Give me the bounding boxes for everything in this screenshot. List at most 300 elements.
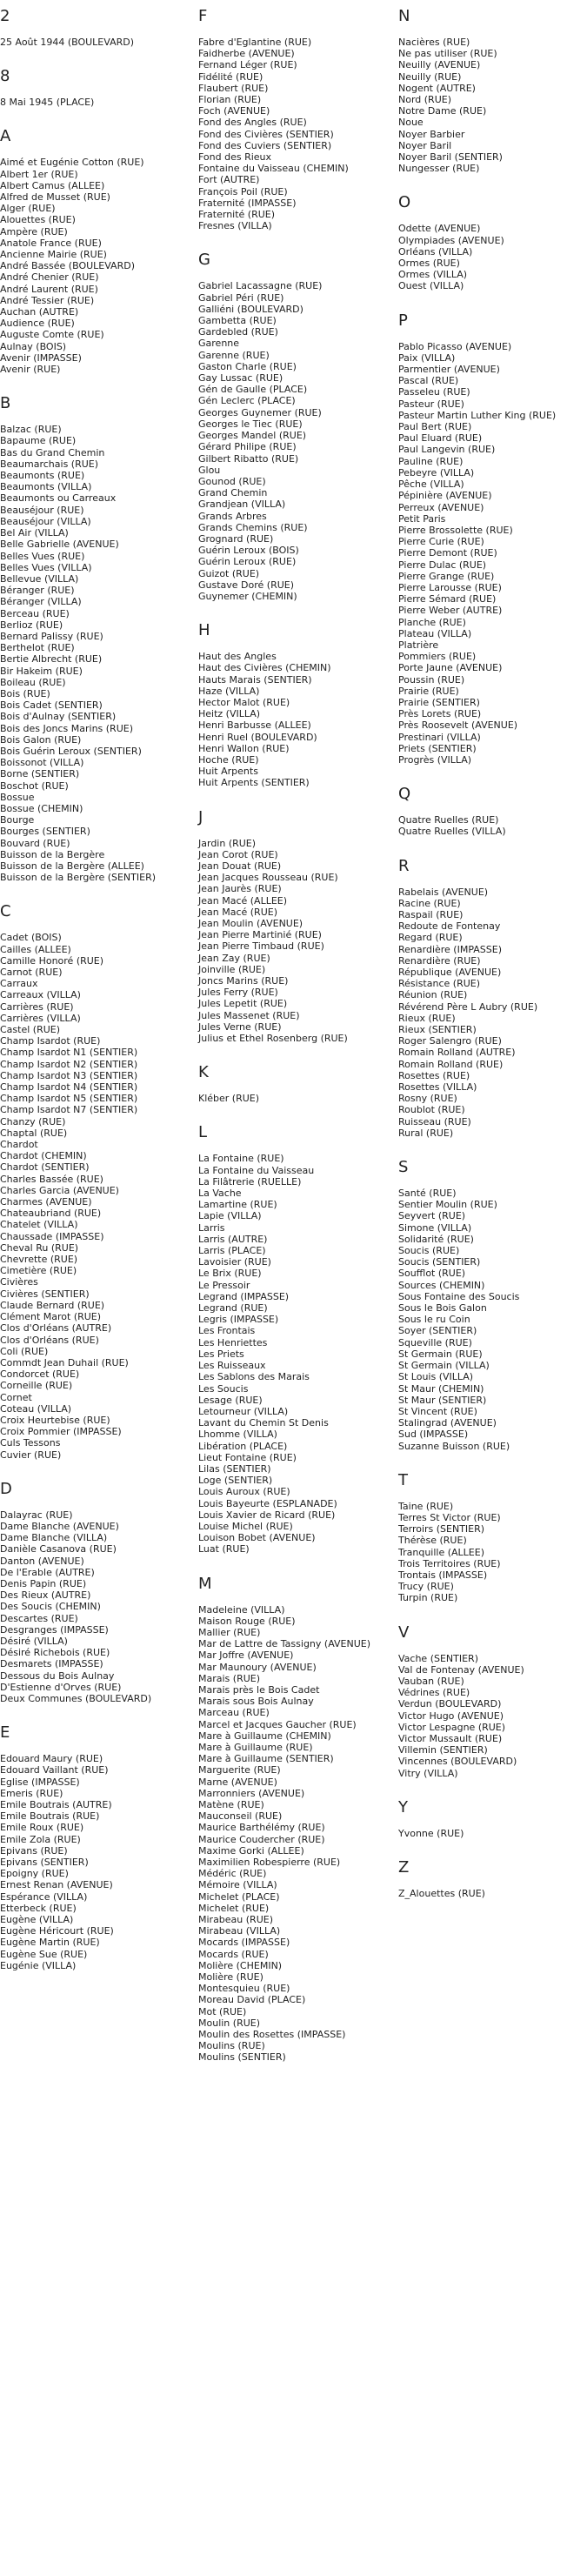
letter-heading: 8	[0, 67, 10, 86]
street-name: Clos d'Orléans (AUTRE)	[0, 1322, 112, 1335]
street-name: Gilbert Ribatto (RUE)	[198, 452, 299, 465]
street-name: Pierre Brossolette (RUE)	[398, 524, 513, 536]
street-name: Solidarité (RUE)	[398, 1233, 474, 1245]
letter-heading: V	[398, 1623, 410, 1642]
street-name: Avenir (IMPASSE)	[0, 351, 82, 364]
street-column-1	[0, 7, 187, 1991]
street-name: Mallier (RUE)	[198, 1626, 261, 1638]
street-name: Berthelot (RUE)	[0, 642, 75, 654]
street-name: François Poil (RUE)	[198, 185, 288, 197]
street-name: Lhomme (VILLA)	[198, 1429, 277, 1441]
street-name: Marronniers (AVENUE)	[198, 1787, 305, 1799]
street-name: Mocards (RUE)	[198, 1948, 269, 1960]
street-name: Marguerite (RUE)	[198, 1764, 281, 1776]
street-name: Charles Garcia (AVENUE)	[0, 1184, 119, 1196]
street-name: St Maur (CHEMIN)	[398, 1382, 484, 1395]
street-name: Dame Blanche (VILLA)	[0, 1532, 108, 1544]
street-name: Champ Isardot N4 (SENTIER)	[0, 1081, 138, 1094]
street-name: Garenne (RUE)	[198, 349, 270, 361]
street-name: Legris (IMPASSE)	[198, 1314, 279, 1326]
letter-section	[0, 7, 187, 48]
street-name: Espérance (VILLA)	[0, 1890, 88, 1903]
letter-heading: 2	[0, 7, 10, 25]
street-name: Plateau (VILLA)	[398, 627, 472, 639]
street-name: Béranger (VILLA)	[0, 596, 82, 608]
street-name: Pablo Picasso (AVENUE)	[398, 340, 512, 352]
letter-section	[198, 1575, 398, 2064]
street-name: Prairie (RUE)	[398, 685, 459, 697]
street-name: Bir Hakeim (RUE)	[0, 665, 83, 677]
letter-section	[398, 1858, 587, 1899]
letter-heading: K	[198, 1063, 209, 1082]
street-name: Cailles (ALLEE)	[0, 943, 71, 955]
street-name: Carrières (VILLA)	[0, 1012, 81, 1024]
street-name: Santé (RUE)	[398, 1188, 457, 1200]
street-name: La Fontaine du Vaisseau	[198, 1164, 315, 1176]
street-name: Buisson de la Bergère (ALLEE)	[0, 860, 144, 872]
street-name: Roublot (RUE)	[398, 1104, 465, 1116]
letter-section	[398, 785, 587, 837]
street-name: Champ Isardot N5 (SENTIER)	[0, 1093, 138, 1105]
street-name: Stalingrad (AVENUE)	[398, 1417, 497, 1429]
street-name: Seyvert (RUE)	[398, 1210, 466, 1222]
street-name: Gardebled (RUE)	[198, 326, 278, 338]
street-name: Des Rieux (AUTRE)	[0, 1589, 91, 1602]
street-name: Sources (CHEMIN)	[398, 1279, 485, 1291]
street-name: Epivans (RUE)	[0, 1844, 68, 1857]
street-name: Epivans (SENTIER)	[0, 1857, 89, 1869]
letter-heading: B	[0, 394, 11, 413]
street-name: Jules Ferry (RUE)	[198, 987, 278, 999]
street-list	[198, 280, 398, 602]
street-name: Claude Bernard (RUE)	[0, 1299, 105, 1311]
street-name: Bellevue (VILLA)	[0, 572, 79, 585]
street-name: Carnot (RUE)	[0, 967, 63, 978]
street-name: Molière (RUE)	[198, 1971, 263, 1984]
street-name: Turpin (RUE)	[398, 1592, 458, 1604]
street-name: Yvonne (RUE)	[398, 1827, 464, 1839]
street-name: Legrand (RUE)	[198, 1302, 268, 1315]
street-name: Loge (SENTIER)	[198, 1475, 273, 1487]
street-name: Jules Verne (RUE)	[198, 1020, 282, 1033]
street-name: Maurice Barthélémy (RUE)	[198, 1822, 325, 1834]
street-name: Roger Salengro (RUE)	[398, 1035, 502, 1047]
street-name: Progrès (VILLA)	[398, 753, 472, 766]
street-name: Poussin (RUE)	[398, 673, 465, 686]
street-name: Résistance (RUE)	[398, 978, 480, 990]
street-name: Bernard Palissy (RUE)	[0, 630, 103, 642]
letter-heading: L	[198, 1123, 208, 1142]
street-name: Chardot	[0, 1139, 38, 1151]
street-name: Suzanne Buisson (RUE)	[398, 1440, 510, 1452]
street-name: Dame Blanche (AVENUE)	[0, 1520, 119, 1532]
letter-section	[398, 193, 587, 291]
street-name: Jean Pierre Timbaud (RUE)	[198, 940, 324, 953]
street-name: Gay Lussac (RUE)	[198, 372, 283, 385]
street-name: Bossue	[0, 791, 35, 803]
street-name: Albert 1er (RUE)	[0, 168, 78, 180]
street-name: Epoigny (RUE)	[0, 1868, 69, 1880]
street-name: Berlioz (RUE)	[0, 619, 63, 631]
street-name: Nungesser (RUE)	[398, 163, 480, 175]
street-name: Lilas (SENTIER)	[198, 1462, 271, 1475]
street-name: Gabriel Lacassagne (RUE)	[198, 280, 323, 292]
letter-heading: C	[0, 902, 11, 921]
street-name: Jean Pierre Martinié (RUE)	[198, 929, 322, 941]
street-name: Beaumonts (VILLA)	[0, 481, 92, 493]
street-name: Louis Bayeurte (ESPLANADE)	[198, 1497, 337, 1509]
street-name: Les Henriettes	[198, 1336, 268, 1348]
street-name: Sous le ru Coin	[398, 1314, 470, 1326]
street-list	[198, 37, 398, 231]
street-name: Paul Bert (RUE)	[398, 421, 472, 433]
street-name: Chateaubriand (RUE)	[0, 1208, 102, 1220]
street-name: Lavant du Chemin St Denis	[198, 1417, 329, 1429]
street-name: Pierre Larousse (RUE)	[398, 581, 502, 593]
street-name: André Laurent (RUE)	[0, 283, 98, 295]
street-name: Rural (RUE)	[398, 1127, 454, 1139]
street-name: Boschot (RUE)	[0, 779, 69, 792]
street-name: Haut des Angles	[198, 651, 277, 663]
street-name: Flaubert (RUE)	[198, 82, 269, 94]
letter-heading: R	[398, 856, 410, 875]
street-name: Moulins (SENTIER)	[198, 2051, 286, 2064]
street-name: Eugène Sue (RUE)	[0, 1948, 88, 1960]
street-name: Pierre Grange (RUE)	[398, 570, 495, 582]
street-name: Marne (AVENUE)	[198, 1776, 277, 1788]
street-name: Noyer Baril	[398, 139, 452, 151]
street-name: Dessous du Bois Aulnay	[0, 1669, 115, 1682]
street-name: Odette (AVENUE)	[398, 223, 481, 235]
street-name: Pierre Demont (RUE)	[398, 547, 497, 559]
street-name: Raspail (RUE)	[398, 908, 464, 920]
street-name: Civières (SENTIER)	[0, 1288, 90, 1300]
street-name: Nogent (AUTRE)	[398, 82, 476, 94]
street-name: Guynemer (CHEMIN)	[198, 590, 297, 602]
street-name: Madeleine (VILLA)	[198, 1603, 285, 1616]
street-name: Fraternité (RUE)	[198, 209, 276, 221]
street-name: Emile Zola (RUE)	[0, 1833, 81, 1845]
street-name: Galliéni (BOULEVARD)	[198, 303, 304, 315]
street-name: Aulnay (BOIS)	[0, 340, 67, 352]
street-name: Jean Jaurès (RUE)	[198, 883, 282, 895]
street-name: Denis Papin (RUE)	[0, 1577, 87, 1589]
street-name: Ne pas utiliser (RUE)	[398, 48, 497, 60]
street-name: De l'Erable (AUTRE)	[0, 1566, 95, 1578]
street-name: Chatelet (VILLA)	[0, 1219, 78, 1231]
street-name: Val de Fontenay (AVENUE)	[398, 1663, 524, 1676]
street-name: André Tessier (RUE)	[0, 294, 95, 306]
street-name: Trontais (IMPASSE)	[398, 1569, 488, 1581]
letter-heading: Z	[398, 1857, 410, 1877]
street-name: Bas du Grand Chemin	[0, 446, 105, 458]
street-list	[198, 838, 398, 1045]
street-name: Ouest (VILLA)	[398, 280, 464, 292]
street-name: Sud (IMPASSE)	[398, 1429, 469, 1441]
street-name: Bouvard (RUE)	[0, 837, 70, 849]
letter-heading: N	[398, 7, 410, 25]
street-list	[398, 1828, 587, 1839]
street-name: Alouettes (RUE)	[0, 214, 76, 226]
street-list	[0, 157, 187, 375]
street-name: Hoche (RUE)	[198, 753, 259, 766]
street-name: Lavoisier (RUE)	[198, 1256, 271, 1268]
street-name: Henri Barbusse (ALLEE)	[198, 719, 311, 732]
street-list	[0, 1753, 187, 1971]
street-name: Hauts Marais (SENTIER)	[198, 673, 312, 686]
street-name: Louis Auroux (RUE)	[198, 1486, 290, 1498]
street-name: Maison Rouge (RUE)	[198, 1615, 296, 1627]
street-name: Fabre d'Eglantine (RUE)	[198, 37, 312, 48]
street-name: Romain Rolland (RUE)	[398, 1058, 504, 1070]
street-name: Glou	[198, 464, 221, 476]
street-name: Noyer Baril (SENTIER)	[398, 151, 503, 164]
street-name: Carrières (RUE)	[0, 1000, 74, 1013]
letter-section	[198, 7, 398, 231]
street-name: Béranger (RUE)	[0, 585, 75, 597]
street-name: Gabriel Péri (RUE)	[198, 291, 284, 304]
street-name: Clos d'Orléans (RUE)	[0, 1334, 99, 1346]
street-name: Paul Eluard (RUE)	[398, 432, 483, 445]
street-name: Romain Rolland (AUTRE)	[398, 1047, 516, 1059]
letter-heading: H	[198, 621, 210, 640]
street-name: Larris (AUTRE)	[198, 1233, 268, 1245]
street-name: Champ Isardot N3 (SENTIER)	[0, 1069, 138, 1081]
street-name: Gén de Gaulle (PLACE)	[198, 384, 308, 396]
letter-section	[198, 621, 398, 788]
street-name: Terres St Victor (RUE)	[398, 1511, 501, 1523]
street-name: Charmes (AVENUE)	[0, 1196, 92, 1208]
street-list	[398, 223, 587, 291]
street-name: Emile Boutrais (AUTRE)	[0, 1799, 112, 1810]
street-name: Quatre Ruelles (RUE)	[398, 814, 499, 826]
street-name: Eugène Héricourt (RUE)	[0, 1925, 114, 1937]
street-name: Alger (RUE)	[0, 203, 56, 215]
letter-section	[398, 1798, 587, 1839]
street-name: Ernest Renan (AVENUE)	[0, 1879, 113, 1891]
street-name: Mare à Guillaume (CHEMIN)	[198, 1730, 331, 1742]
street-name: Letourneur (VILLA)	[198, 1405, 289, 1417]
street-name: Trucy (RUE)	[398, 1581, 454, 1593]
street-name: Bois Cadet (SENTIER)	[0, 699, 103, 712]
street-name: Beaumarchais (RUE)	[0, 458, 99, 470]
street-name: Jean Macé (ALLEE)	[198, 894, 288, 907]
street-name: Georges Mandel (RUE)	[198, 430, 307, 442]
street-list	[0, 97, 187, 108]
letter-section	[398, 7, 587, 174]
street-name: Audience (RUE)	[0, 318, 75, 330]
street-name: Pasteur Martin Luther King (RUE)	[398, 409, 557, 421]
street-name: Condorcet (RUE)	[0, 1368, 80, 1381]
letter-section	[198, 251, 398, 602]
street-name: Moulin des Rosettes (IMPASSE)	[198, 2029, 346, 2041]
street-name: Marcel et Jacques Gaucher (RUE)	[198, 1718, 357, 1730]
street-name: Cuvier (RUE)	[0, 1449, 62, 1461]
street-name: Mauconseil (RUE)	[198, 1810, 283, 1823]
street-name: Guérin Leroux (RUE)	[198, 556, 297, 568]
street-name: Soufflot (RUE)	[398, 1268, 466, 1280]
street-list	[398, 1188, 587, 1452]
street-name: Belle Gabrielle (AVENUE)	[0, 539, 119, 551]
street-name: Fresnes (VILLA)	[198, 220, 272, 232]
street-name: Pascal (RUE)	[398, 375, 459, 387]
street-name: Les Priets	[198, 1348, 244, 1360]
street-name: Nord (RUE)	[398, 94, 451, 106]
letter-section	[0, 67, 187, 108]
street-name: Culs Tessons	[0, 1437, 61, 1449]
letter-section	[0, 902, 187, 1460]
street-name: Z_Alouettes (RUE)	[398, 1887, 485, 1899]
street-name: Matène (RUE)	[198, 1799, 264, 1810]
street-name: Fond des Angles (RUE)	[198, 117, 307, 129]
street-name: Deux Communes (BOULEVARD)	[0, 1692, 152, 1704]
street-name: Vincennes (BOULEVARD)	[398, 1756, 517, 1768]
street-name: Gambetta (RUE)	[198, 315, 277, 327]
street-list	[398, 1653, 587, 1779]
street-list	[198, 1604, 398, 2064]
street-name: Bourges (SENTIER)	[0, 826, 90, 838]
street-name: Croix Heurtebise (RUE)	[0, 1414, 110, 1426]
street-name: 25 Août 1944 (BOULEVARD)	[0, 37, 135, 48]
street-list	[198, 1093, 398, 1104]
street-name: Eugène Martin (RUE)	[0, 1937, 100, 1949]
street-name: Michelet (RUE)	[198, 1902, 270, 1914]
letter-heading: F	[198, 7, 208, 25]
street-name: Lapie (VILLA)	[198, 1210, 262, 1222]
street-name: Jean Moulin (AVENUE)	[198, 918, 304, 929]
street-name: Jardin (RUE)	[198, 837, 257, 849]
street-name: Gaston Charle (RUE)	[198, 360, 297, 372]
street-name: Fond des Cuviers (SENTIER)	[198, 139, 332, 151]
street-name: Près Lorets (RUE)	[398, 708, 482, 720]
street-name: Joinville (RUE)	[198, 963, 266, 975]
street-name: Les Sablons des Marais	[198, 1371, 310, 1383]
street-name: Mémoire (VILLA)	[198, 1879, 277, 1891]
street-name: Molière (CHEMIN)	[198, 1959, 283, 1971]
street-name: Beauséjour (RUE)	[0, 504, 84, 516]
street-name: Henri Ruel (BOULEVARD)	[198, 731, 317, 743]
street-name: Boileau (RUE)	[0, 676, 66, 688]
street-name: Prairie (SENTIER)	[398, 696, 480, 708]
street-name: Danièle Casanova (RUE)	[0, 1543, 117, 1556]
letter-section	[398, 1471, 587, 1604]
street-name: Haut des Civières (CHEMIN)	[198, 662, 331, 674]
street-name: Pebeyre (VILLA)	[398, 466, 475, 478]
street-name: Ormes (VILLA)	[398, 269, 468, 281]
street-name: Lamartine (RUE)	[198, 1199, 277, 1211]
street-name: Jean Jacques Rousseau (RUE)	[198, 872, 338, 884]
letter-section	[398, 1158, 587, 1452]
street-name: Trois Territoires (RUE)	[398, 1557, 501, 1569]
street-name: La Fontaine (RUE)	[198, 1153, 284, 1165]
street-name: Commdt Jean Duhail (RUE)	[0, 1356, 129, 1368]
street-name: Soyer (SENTIER)	[398, 1325, 477, 1337]
street-name: Rosny (RUE)	[398, 1093, 457, 1105]
street-name: Grands Chemins (RUE)	[198, 521, 308, 533]
letter-heading: T	[398, 1470, 408, 1489]
street-name: Mar Joffre (AVENUE)	[198, 1649, 294, 1662]
street-name: André Chenier (RUE)	[0, 271, 99, 284]
street-list	[0, 932, 187, 1460]
street-name: Villemin (SENTIER)	[398, 1744, 488, 1756]
street-name: Platrière	[398, 639, 439, 651]
street-name: Danton (AVENUE)	[0, 1555, 84, 1567]
street-name: Sous le Bois Galon	[398, 1302, 487, 1315]
street-name: Emile Roux (RUE)	[0, 1822, 84, 1834]
letter-heading: Y	[398, 1797, 408, 1817]
street-name: Grand Chemin	[198, 487, 268, 499]
street-name: Anatole France (RUE)	[0, 237, 102, 249]
letter-section	[0, 1723, 187, 1971]
street-name: Olympiades (AVENUE)	[398, 234, 504, 246]
street-name: Pasteur (RUE)	[398, 398, 464, 410]
street-name: Champ Isardot (RUE)	[0, 1035, 101, 1047]
letter-section	[0, 127, 187, 375]
street-name: Vitry (VILLA)	[398, 1767, 458, 1779]
letter-section	[398, 311, 587, 766]
street-name: Avenir (RUE)	[0, 364, 61, 376]
letter-heading: J	[198, 807, 203, 826]
street-name: Simone (VILLA)	[398, 1221, 472, 1234]
street-name: Pierre Dulac (RUE)	[398, 559, 487, 571]
street-name: 8 Mai 1945 (PLACE)	[0, 97, 95, 109]
street-name: Terroirs (SENTIER)	[398, 1523, 485, 1536]
street-name: Albert Camus (ALLEE)	[0, 179, 105, 191]
street-name: République (AVENUE)	[398, 967, 502, 978]
street-name: Ancienne Mairie (RUE)	[0, 249, 107, 261]
street-name: Taine (RUE)	[398, 1500, 454, 1512]
street-name: Le Brix (RUE)	[198, 1268, 262, 1280]
street-name: Pommiers (RUE)	[398, 651, 477, 663]
street-name: Hector Malot (RUE)	[198, 696, 290, 708]
letter-heading: A	[0, 127, 11, 146]
street-name: Montesquieu (RUE)	[198, 1983, 290, 1995]
street-name: Moulin (RUE)	[198, 2017, 261, 2029]
street-name: Chevrette (RUE)	[0, 1254, 78, 1266]
letter-heading: Q	[398, 785, 411, 804]
street-name: Paul Langevin (RUE)	[398, 444, 496, 456]
street-name: Michelet (PLACE)	[198, 1890, 280, 1903]
street-list	[398, 341, 587, 766]
street-name: Rabelais (AVENUE)	[398, 886, 489, 898]
street-name: Guizot (RUE)	[198, 567, 260, 579]
street-name: Champ Isardot N7 (SENTIER)	[0, 1104, 138, 1116]
street-name: Cadet (BOIS)	[0, 932, 62, 944]
street-name: Maximilien Robespierre (RUE)	[198, 1857, 341, 1869]
street-name: Buisson de la Bergère (SENTIER)	[0, 872, 157, 884]
street-name: Fernand Léger (RUE)	[198, 59, 297, 71]
street-name: Soucis (SENTIER)	[398, 1256, 481, 1268]
street-name: Auchan (AUTRE)	[0, 306, 79, 318]
street-name: Emile Boutrais (RUE)	[0, 1810, 100, 1823]
street-name: Neuilly (AVENUE)	[398, 59, 481, 71]
street-name: Eugène (VILLA)	[0, 1914, 74, 1926]
street-name: Médéric (RUE)	[198, 1868, 267, 1880]
street-name: Chardot (SENTIER)	[0, 1161, 90, 1174]
street-name: Larris	[198, 1221, 225, 1234]
letter-section	[398, 1623, 587, 1779]
street-list	[398, 1888, 587, 1899]
street-name: Rosettes (VILLA)	[398, 1081, 477, 1094]
street-name: Rosettes (RUE)	[398, 1069, 470, 1081]
street-name: Mirabeau (VILLA)	[198, 1925, 281, 1937]
street-name: St Germain (RUE)	[398, 1348, 483, 1360]
street-name: St Germain (VILLA)	[398, 1360, 490, 1372]
street-name: Etterbeck (RUE)	[0, 1902, 77, 1914]
street-name: Georges Guynemer (RUE)	[198, 406, 322, 418]
street-name: Libération (PLACE)	[198, 1440, 288, 1452]
street-name: Sous Fontaine des Soucis	[398, 1290, 520, 1302]
